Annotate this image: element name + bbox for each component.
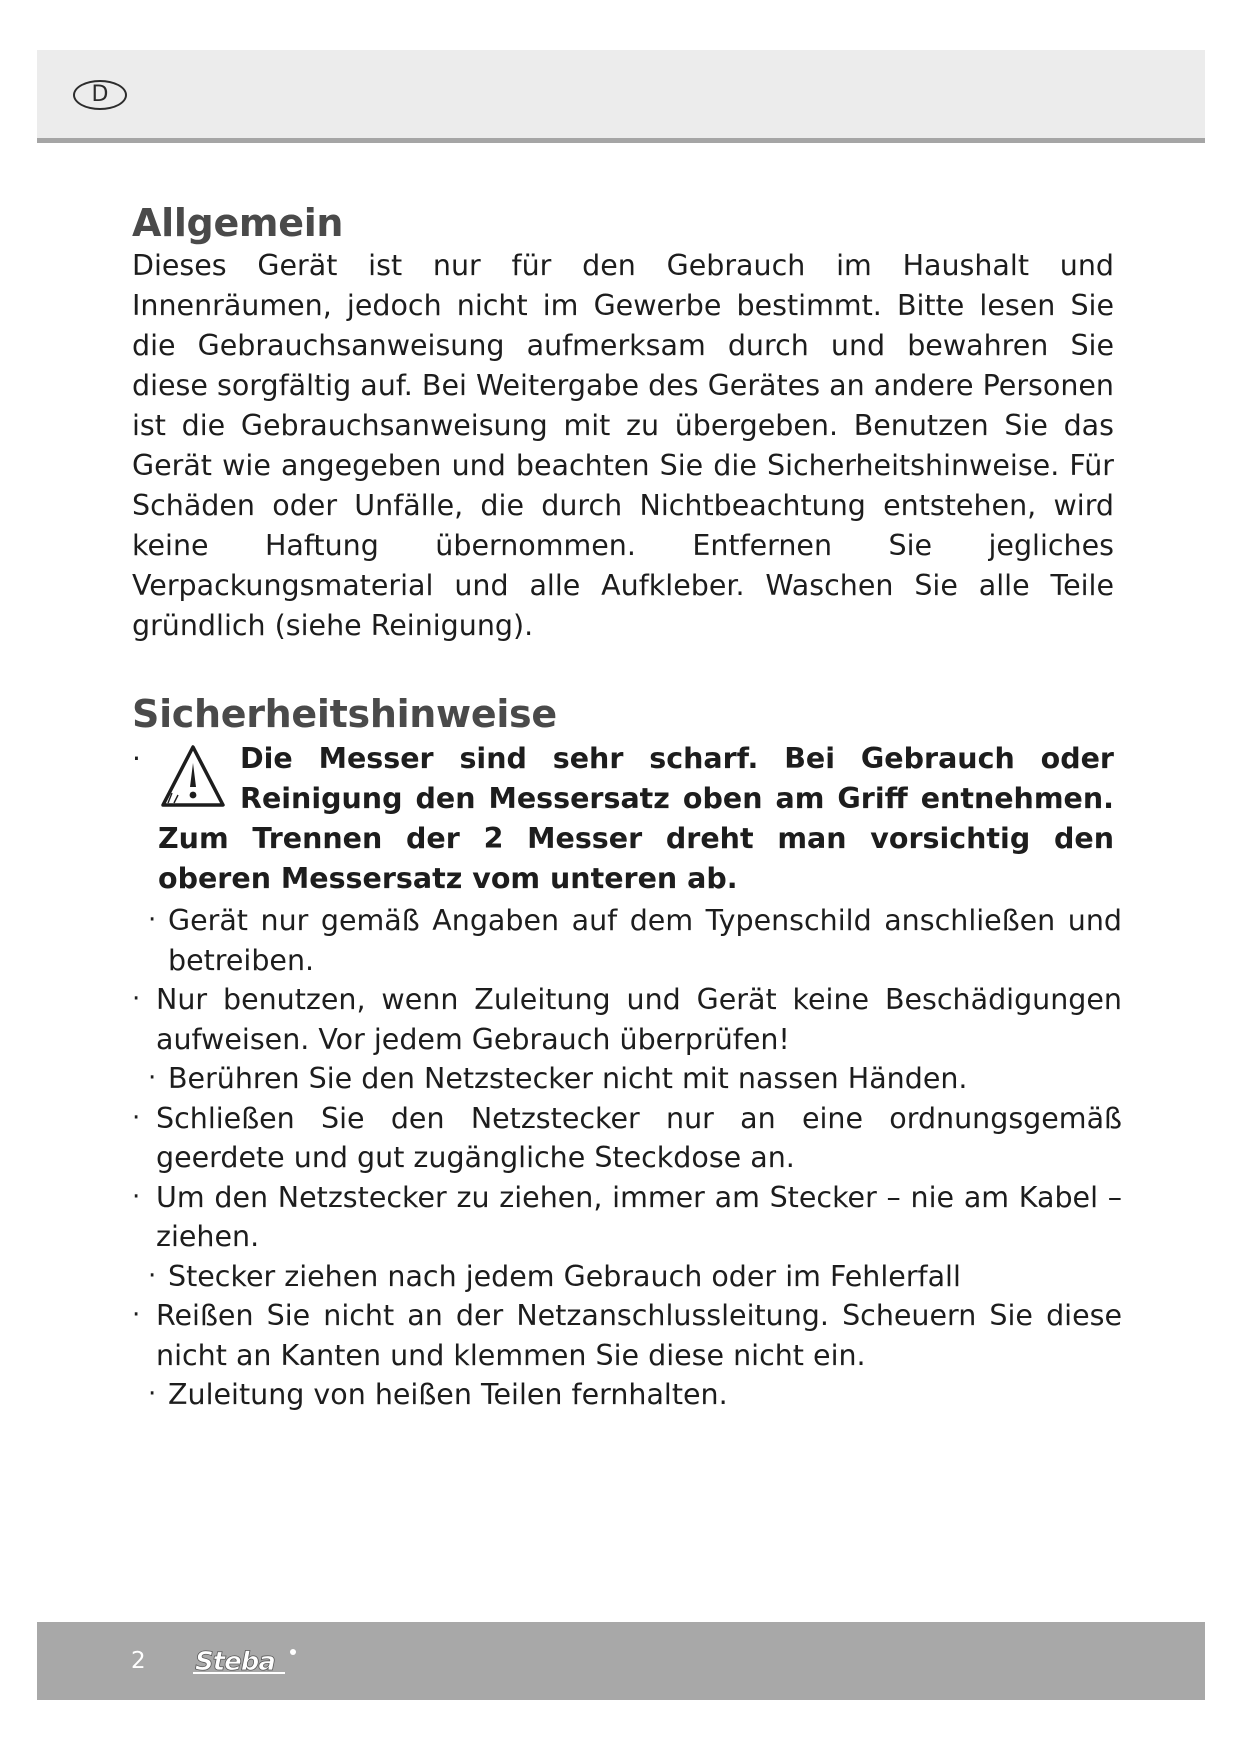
page-number: 2 bbox=[131, 1648, 146, 1674]
bullet-marker: · bbox=[148, 1063, 157, 1093]
hint-text: Um den Netzstecker zu ziehen, immer am Stecker – nie am Kabel – ziehen. bbox=[156, 1180, 1122, 1253]
page-header bbox=[37, 50, 1205, 143]
heading-safety: Sicherheitshinweise bbox=[132, 692, 557, 736]
svg-text:Steba: Steba bbox=[195, 1647, 275, 1677]
hint-text: Berühren Sie den Netzstecker nicht mit nassen Händen. bbox=[168, 1062, 968, 1095]
warning-triangle-icon bbox=[158, 741, 228, 813]
hint-text: Gerät nur gemäß Angaben auf dem Typenschild anschließen und betreiben. bbox=[168, 904, 1122, 977]
hint-text: Zuleitung von heißen Teilen fernhalten. bbox=[168, 1378, 728, 1411]
list-item bbox=[132, 1178, 1122, 1257]
list-item bbox=[132, 1296, 1122, 1375]
list-item bbox=[132, 1099, 1122, 1178]
bullet-marker: · bbox=[132, 984, 141, 1014]
heading-general: Allgemein bbox=[132, 201, 344, 245]
list-item bbox=[132, 1059, 1122, 1099]
bullet-marker: · bbox=[132, 1102, 141, 1133]
list-item bbox=[132, 980, 1122, 1059]
general-paragraph: Dieses Gerät ist nur für den Gebrauch im Haushalt und Innenräumen, jedoch nicht im Gewerbe bestimmt. Bitte lesen Sie die Gebrauchsanweisung aufmerksam durch und bewahren Sie diese sorgfältig auf. Bei Weitergabe des Gerätes an andere Personen ist die Gebrauchsanweisung mit zu übergeben. Benutzen Sie das Gerät wie angegeben und beachten Sie die Sicherheitshinweise. Für Schäden oder Unfälle, die durch Nichtbeachtung entstehen, wird keine Haftung übernommen. Entfernen Sie jegliches Verpackungsmaterial und alle Aufkleber. Waschen Sie alle Teile gründlich (siehe Reinigung). bbox=[132, 249, 1114, 642]
hint-text: Reißen Sie nicht an der Netzanschlussleitung. Scheuern Sie diese nicht an Kanten und klemmen Sie diese nicht ein. bbox=[156, 1299, 1122, 1372]
steba-logo bbox=[193, 1642, 313, 1680]
bullet-marker: · bbox=[148, 1379, 157, 1409]
bullet-marker: · bbox=[132, 742, 141, 775]
bullet-marker: · bbox=[132, 1181, 141, 1212]
list-item bbox=[132, 1375, 1122, 1415]
section-general bbox=[132, 200, 1122, 646]
page-content bbox=[132, 200, 1122, 1415]
hint-text: Nur benutzen, wenn Zuleitung und Gerät keine Beschädigungen aufweisen. Vor jedem Gebrauch überprüfen! bbox=[156, 983, 1122, 1056]
bullet-marker: · bbox=[148, 1260, 157, 1291]
safety-hint-list bbox=[132, 901, 1122, 1415]
warning-text: Die Messer sind sehr scharf. Bei Gebrauch oder Reinigung den Messersatz oben am Griff entnehmen. Zum Trennen der 2 Messer dreht man vorsichtig den oberen Messersatz vom unteren ab. bbox=[158, 742, 1114, 895]
hint-text: Stecker ziehen nach jedem Gebrauch oder im Fehlerfall bbox=[168, 1259, 961, 1293]
list-item bbox=[132, 901, 1122, 980]
section-safety bbox=[132, 691, 1122, 1415]
page-footer bbox=[37, 1622, 1205, 1700]
hint-text: Schließen Sie den Netzstecker nur an eine ordnungsgemäß geerdete und gut zugängliche Steckdose an. bbox=[156, 1101, 1122, 1174]
list-item bbox=[132, 1257, 1122, 1297]
language-badge: D bbox=[73, 80, 127, 110]
bullet-marker: · bbox=[132, 1300, 141, 1330]
bullet-marker: · bbox=[148, 905, 157, 935]
knife-warning bbox=[132, 739, 1122, 899]
